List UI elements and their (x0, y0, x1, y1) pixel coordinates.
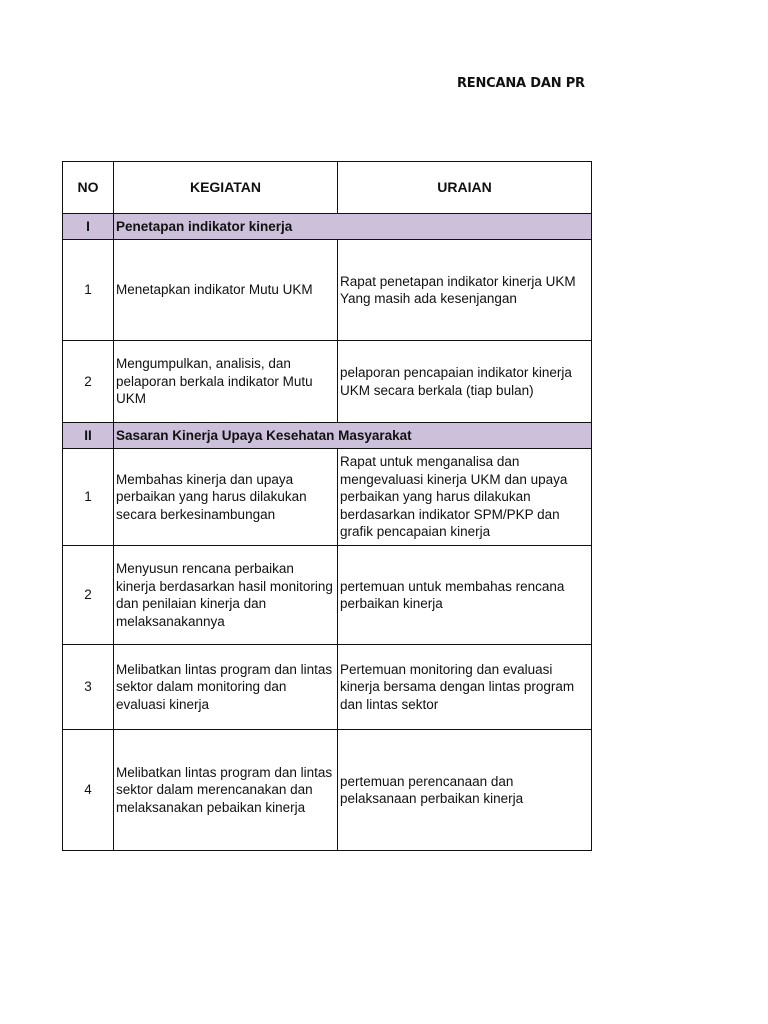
row-number: 3 (63, 645, 114, 730)
section-row-2 (63, 423, 592, 449)
table-row (63, 645, 592, 730)
kegiatan-cell: Mengumpulkan, analisis, dan pelaporan berkala indikator Mutu UKM (114, 341, 338, 423)
row-number: 4 (63, 730, 114, 851)
uraian-cell: Pertemuan monitoring dan evaluasi kinerja bersama dengan lintas program dan lintas sektor (338, 645, 592, 730)
row-number: 2 (63, 546, 114, 645)
table-header-row (63, 162, 592, 214)
row-number: 2 (63, 341, 114, 423)
section-row-1 (63, 214, 592, 240)
uraian-cell-wrap (338, 449, 592, 546)
document-title: RENCANA DAN PR (457, 76, 585, 91)
table-row (63, 730, 592, 851)
section-title: Sasaran Kinerja Upaya Kesehatan Masyarakat (114, 423, 592, 449)
kegiatan-cell: Menetapkan indikator Mutu UKM (114, 240, 338, 341)
kegiatan-cell: Melibatkan lintas program dan lintas sektor dalam monitoring dan evaluasi kinerja (114, 645, 338, 730)
kegiatan-cell: Menyusun rencana perbaikan kinerja berdasarkan hasil monitoring dan penilaian kinerja dan melaksanakannya (114, 546, 338, 645)
kegiatan-cell: Melibatkan lintas program dan lintas sektor dalam merencanakan dan melaksanakan pebaikan kinerja (114, 730, 338, 851)
section-title: Penetapan indikator kinerja (114, 214, 592, 240)
plan-table (62, 161, 592, 851)
kegiatan-cell: Membahas kinerja dan upaya perbaikan yang harus dilakukan secara berkesinambungan (114, 449, 338, 546)
header-kegiatan: KEGIATAN (114, 162, 338, 214)
section-number: II (63, 423, 114, 449)
uraian-cell: pelaporan pencapaian indikator kinerja UKM secara berkala (tiap bulan) (338, 341, 592, 423)
section-number: I (63, 214, 114, 240)
uraian-cell: Rapat penetapan indikator kinerja UKM Yang masih ada kesenjangan (338, 240, 592, 341)
header-uraian: URAIAN (338, 162, 592, 214)
header-no: NO (63, 162, 114, 214)
row-number: 1 (63, 240, 114, 341)
uraian-cell: Rapat untuk menganalisa dan mengevaluasi kinerja UKM dan upaya perbaikan yang harus dilakukan berdasarkan indikator SPM/PKP dan grafik pencapaian kinerja (340, 454, 568, 540)
table-row (63, 546, 592, 645)
row-number: 1 (63, 449, 114, 546)
table-row (63, 240, 592, 341)
table-row (63, 449, 592, 546)
uraian-cell: pertemuan untuk membahas rencana perbaikan kinerja (338, 546, 592, 645)
uraian-cell: pertemuan perencanaan dan pelaksanaan perbaikan kinerja (338, 730, 592, 851)
table-row (63, 341, 592, 423)
